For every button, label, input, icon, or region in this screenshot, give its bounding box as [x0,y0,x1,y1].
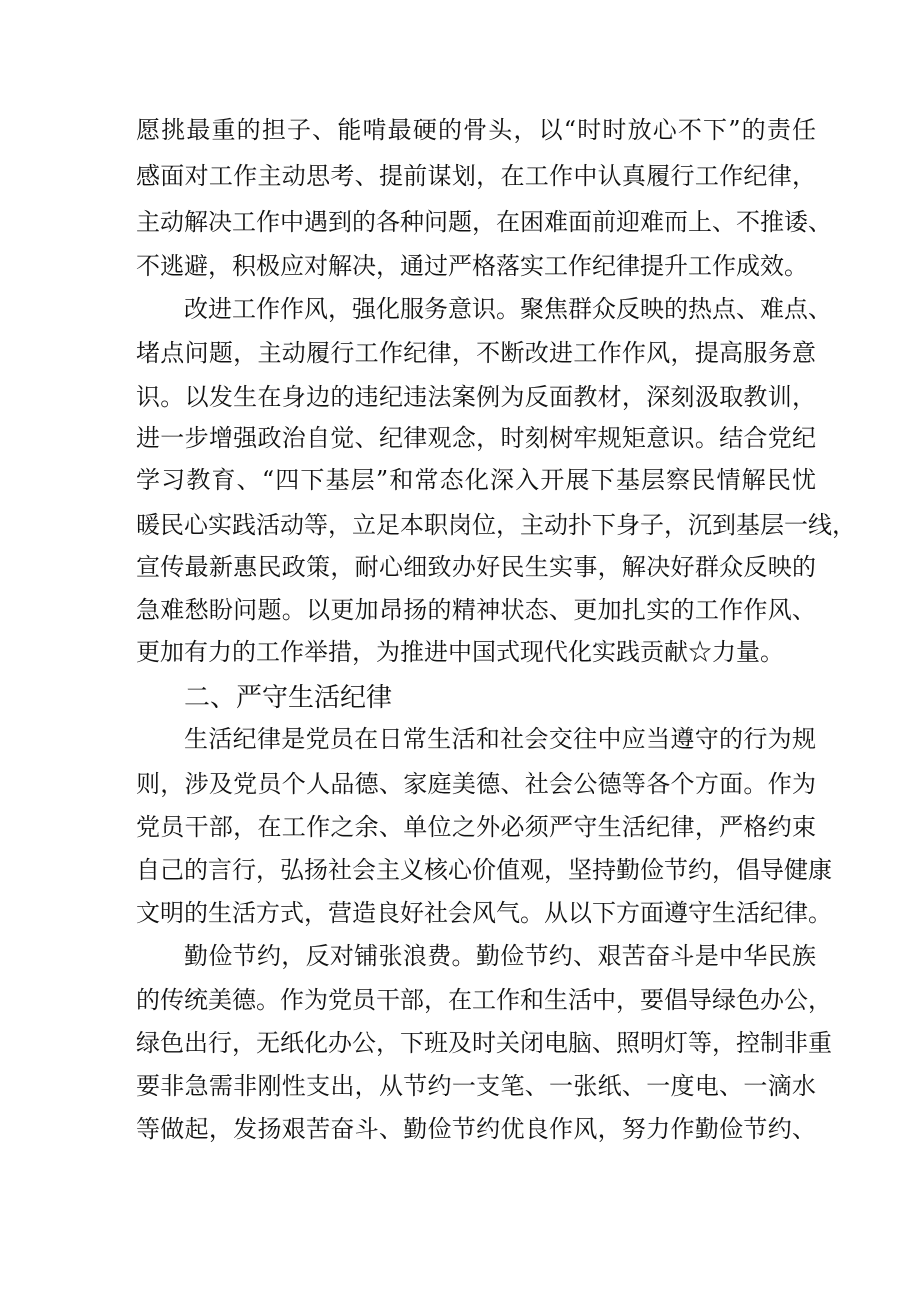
paragraph-line: 的传统美德。作为党员干部，在工作和生活中，要倡导绿色办公， [136,986,832,1014]
section-heading: 二、严守生活纪律 [184,683,393,713]
paragraph-line: 等做起，发扬艰苦奋斗、勤俭节约优良作风，努力作勤俭节约、 [136,1115,816,1143]
paragraph-line: 识。以发生在身边的违纪违法案例为反面教材，深刻汲取教训， [136,383,816,411]
paragraph-line: 急难愁盼问题。以更加昂扬的精神状态、更加扎实的工作作风、 [136,596,816,624]
paragraph-line: 更加有力的工作举措，为推进中国式现代化实践贡献☆力量。 [136,638,784,666]
paragraph-line: 自己的言行，弘扬社会主义核心价值观，坚持勤俭节约，倡导健康 [136,856,832,884]
paragraph-line: 党员干部，在工作之余、单位之外必须严守生活纪律，严格约束 [136,813,816,841]
paragraph-line: 勤俭节约，反对铺张浪费。勤俭节约、艰苦奋斗是中华民族 [184,942,816,970]
paragraph-line: 则，涉及党员个人品德、家庭美德、社会公德等各个方面。作为 [136,770,816,798]
paragraph-line: 主动解决工作中遇到的各种问题，在困难面前迎难而上、不推诿、 [136,208,832,236]
paragraph-line: 生活纪律是党员在日常生活和社会交往中应当遵守的行为规 [184,725,816,753]
paragraph-line: 改进工作作风，强化服务意识。聚焦群众反映的热点、难点、 [184,295,832,323]
paragraph-line: 堵点问题，主动履行工作纪律，不断改进工作作风，提高服务意 [136,339,816,367]
paragraph-line: 学习教育、“四下基层”和常态化深入开展下基层察民情解民忧 [136,466,816,494]
paragraph-line: 要非急需非刚性支出，从节约一支笔、一张纸、一度电、一滴水 [136,1072,816,1100]
paragraph-line: 宣传最新惠民政策，耐心细致办好民生实事，解决好群众反映的 [136,553,816,581]
paragraph-line: 进一步增强政治自觉、纪律观念，时刻树牢规矩意识。结合党纪 [136,424,816,452]
paragraph-line: 文明的生活方式，营造良好社会风气。从以下方面遵守生活纪律。 [136,899,832,927]
paragraph-line: 不逃避，积极应对解决，通过严格落实工作纪律提升工作成效。 [136,252,808,280]
paragraph-line: 绿色出行，无纸化办公，下班及时关闭电脑、照明灯等，控制非重 [136,1029,832,1057]
paragraph-line: 暖民心实践活动等，立足本职岗位，主动扑下身子，沉到基层一线， [136,511,856,539]
paragraph-line: 感面对工作主动思考、提前谋划，在工作中认真履行工作纪律， [136,162,816,190]
paragraph-line: 愿挑最重的担子、能啃最硬的骨头，以“时时放心不下”的责任 [136,116,816,144]
